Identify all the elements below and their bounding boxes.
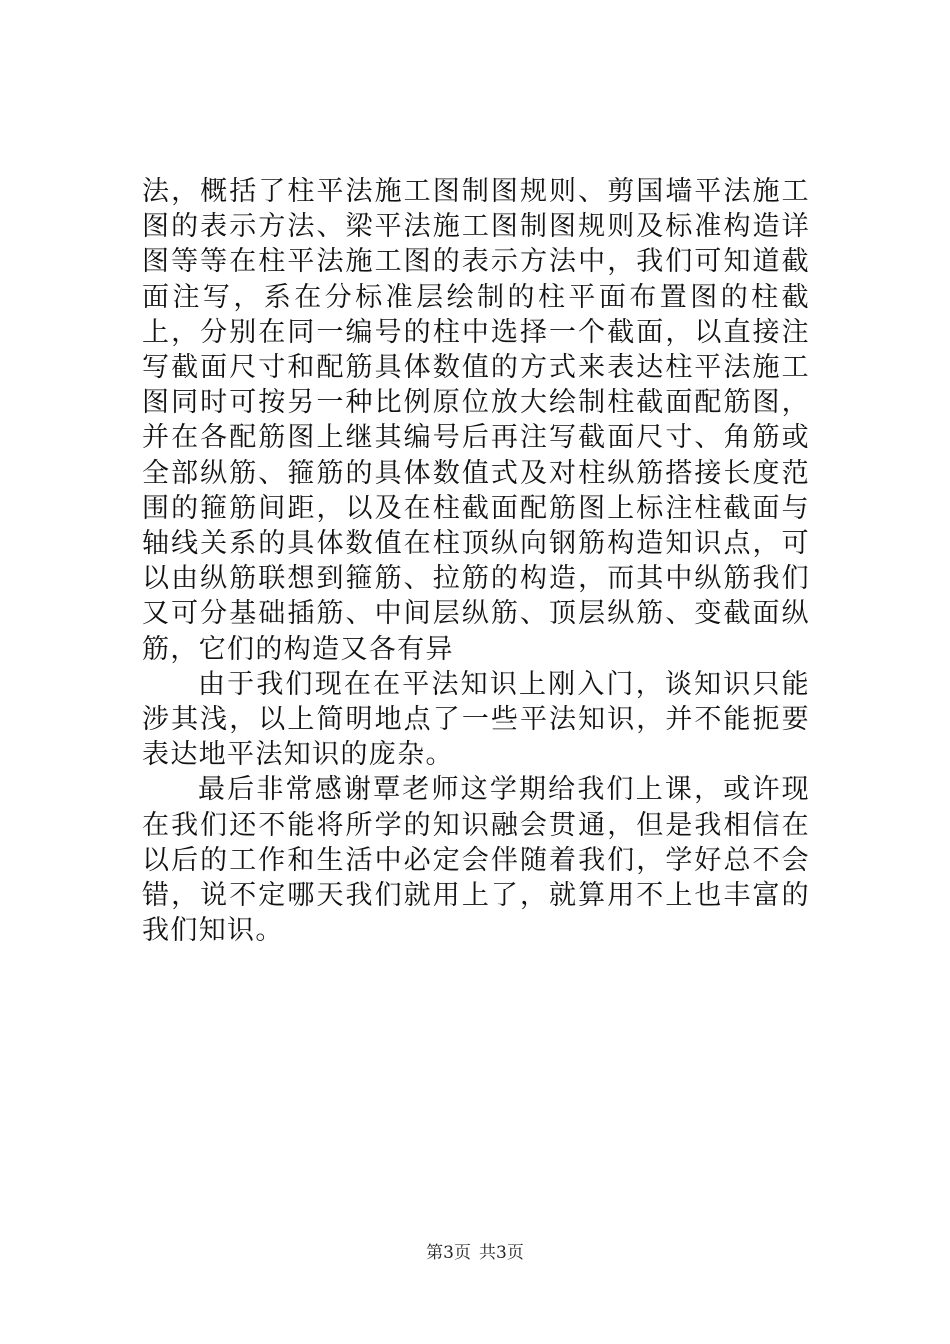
paragraph-intro-level: 由于我们现在在平法知识上刚入门，谈知识只能涉其浅，以上简明地点了一些平法知识，并不能扼要表达地平法知识的庞杂。 xyxy=(142,668,810,771)
document-body xyxy=(142,174,810,948)
page-number-total: 共3页 xyxy=(479,1243,524,1263)
page-number-current: 第3页 xyxy=(426,1243,471,1263)
paragraph-continued: 法，概括了柱平法施工图制图规则、剪国墙平法施工图的表示方法、梁平法施工图制图规则及标准构造详图等等在柱平法施工图的表示方法中，我们可知道截面注写，系在分标准层绘制的柱平面布置图的柱截上，分别在同一编号的柱中选择一个截面，以直接注写截面尺寸和配筋具体数值的方式来表达柱平法施工图同时可按另一种比例原位放大绘制柱截面配筋图，并在各配筋图上继其编号后再注写截面尺寸、角筋或全部纵筋、箍筋的具体数值式及对柱纵筋搭接长度范围的箍筋间距，以及在柱截面配筋图上标注柱截面与轴线关系的具体数值在柱顶纵向钢筋构造知识点，可以由纵筋联想到箍筋、拉筋的构造，而其中纵筋我们又可分基础插筋、中间层纵筋、顶层纵筋、变截面纵筋，它们的构造又各有异 xyxy=(142,176,810,665)
paragraph-thanks: 最后非常感谢覃老师这学期给我们上课，或许现在我们还不能将所学的知识融会贯通，但是我相信在以后的工作和生活中必定会伴随着我们，学好总不会错，说不定哪天我们就用上了，就算用不上也丰富的我们知识。 xyxy=(142,774,810,947)
page-footer xyxy=(0,1243,950,1263)
